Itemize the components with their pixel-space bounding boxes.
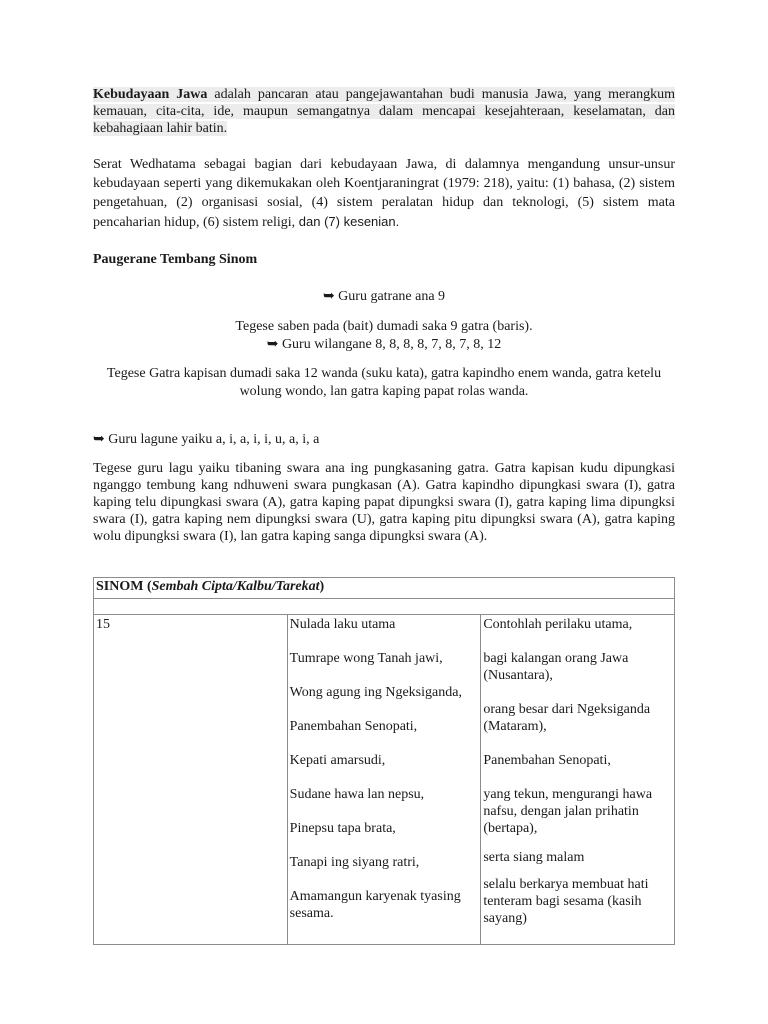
javanese-line: Pinepsu tapa brata, [289, 821, 396, 836]
javanese-line: Tanapi ing siyang ratri, [289, 855, 420, 870]
guru-lagu-desc: Tegese guru lagu yaiku tibaning swara ana ing pungkasaning gatra. Gatra kapisan kudu dipungkasi nganggo tembung kang ndhuweni swara pungkasan (A). Gatra kapindho dipungkasi swara (I), gatra kaping telu dipungkasi swara (A), gatra kaping papat dipungksi swara (I), gatra kaping lima dipungksi swara (I), gatra kaping nem dipungksi swara (U), gatra kaping pitu dipungksi swara (A), gatra kaping wolu dipungksi swara (I), lan gatra kaping sanga dipungksi swara (A). [93, 461, 675, 544]
guru-lagu-label: ➥ Guru lagune yaiku a, i, a, i, i, u, a, i, a [93, 432, 320, 447]
table-title: SINOM (Sembah Cipta/Kalbu/Tarekat) [94, 578, 675, 599]
javanese-line: Nulada laku utama [289, 617, 396, 632]
indonesian-line: bagi kalangan orang Jawa (Nusantara), [483, 651, 629, 683]
indonesian-line: Panembahan Senopati, [483, 753, 611, 768]
elements-text: Serat Wedhatama sebagai bagian dari kebudayaan Jawa, di dalamnya mengandung unsur-unsur kebudayaan seperti yang dikemukakan oleh Koentjaraningrat (1979: 218), yaitu: (1) bahasa, (2) sistem pengetahuan, (2) organisasi sosial, (4) sistem peralatan hidup dan teknologi, (5) sistem mata pencaharian hidup, (6) sistem religi, [93, 157, 675, 230]
table-title-row [94, 578, 675, 599]
elements-paragraph [93, 155, 675, 232]
elements-tail: dan (7) kesenian. [295, 214, 400, 229]
indonesian-line: serta siang malam [483, 850, 585, 865]
javanese-line: Wong agung ing Ngeksiganda, [289, 685, 462, 700]
table-spacer-row [94, 599, 675, 615]
intro-term: Kebudayaan Jawa [93, 87, 208, 102]
javanese-line: Sudane hawa lan nepsu, [289, 787, 425, 802]
guru-wilangan-label: ➥ Guru wilangane 8, 8, 8, 8, 7, 8, 7, 8, 12 [266, 337, 502, 352]
javanese-column [287, 615, 481, 945]
javanese-line: Panembahan Senopati, [289, 719, 418, 734]
indonesian-line: yang tekun, mengurangi hawa nafsu, dengan jalan prihatin (bertapa), [483, 787, 653, 836]
intro-text: adalah pancaran atau pangejawantahan budi manusia Jawa, yang merangkum kemauan, cita-cita, ide, maupun semangatnya dalam mencapai kesejahteraan, keselamatan, dan kebahagiaan lahir batin. [93, 87, 675, 136]
indonesian-column [481, 615, 675, 945]
guru-gatra-label: ➥ Guru gatrane ana 9 [322, 289, 446, 304]
intro-paragraph [93, 86, 675, 137]
table-spacer [94, 599, 675, 615]
guru-wilangan-desc: Tegese Gatra kapisan dumadi saka 12 wanda (suku kata), gatra kapindho enem wanda, gatra ketelu wolung wondo, lan gatra kaping papat rolas wanda. [106, 366, 662, 399]
guru-gatra-desc: Tegese saben pada (bait) dumadi saka 9 gatra (baris). [235, 319, 533, 334]
javanese-line: Kepati amarsudi, [289, 753, 386, 768]
section-heading: Paugerane Tembang Sinom [93, 252, 258, 267]
indonesian-line: orang besar dari Ngeksiganda (Mataram), [483, 702, 651, 734]
table-title-subtitle: Sembah Cipta/Kalbu/Tarekat [151, 579, 320, 594]
stanza-number: 15 [94, 615, 288, 945]
table-row [94, 615, 675, 945]
javanese-line: Amamangun karyenak tyasing sesama. [289, 889, 461, 921]
javanese-line: Tumrape wong Tanah jawi, [289, 651, 443, 666]
sinom-table [93, 577, 675, 945]
indonesian-line: Contohlah perilaku utama, [483, 617, 633, 632]
indonesian-line: selalu berkarya membuat hati tenteram bagi sesama (kasih sayang) [483, 877, 649, 926]
